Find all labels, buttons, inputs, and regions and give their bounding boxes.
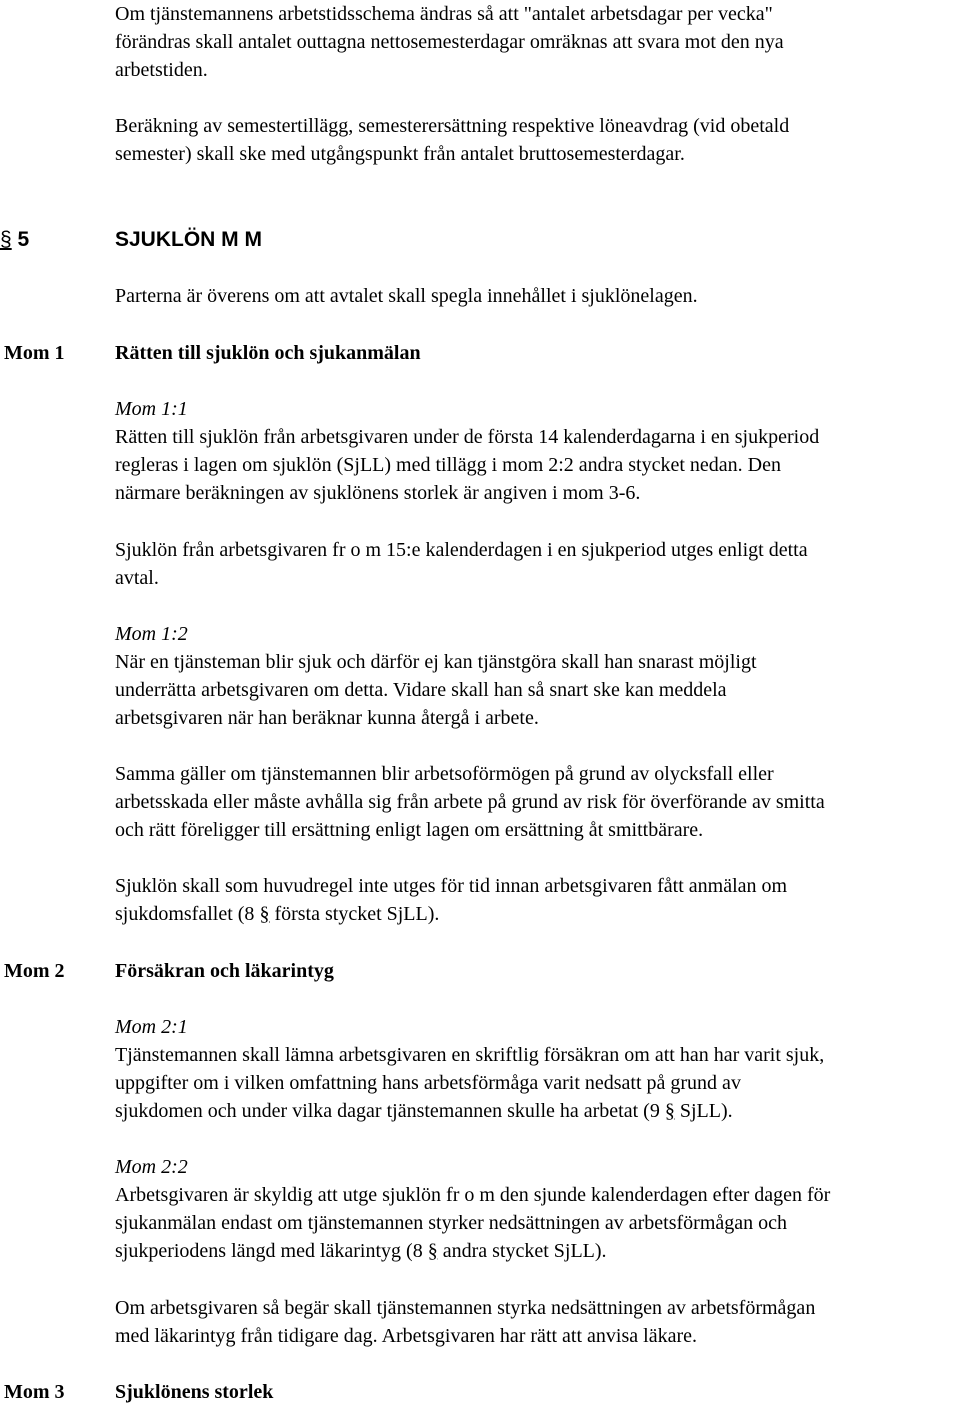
mom1-2-p3-line2 (115, 900, 439, 928)
mom2-2-p2-line1: Om arbetsgivaren så begär skall tjänstemannen styrka nedsättningen av arbetsförmågan (115, 1297, 816, 1319)
mom2-1-line2: uppgifter om i vilken omfattning hans arbetsförmåga varit nedsatt på grund av (115, 1072, 741, 1094)
mom2-2-line2: sjukanmälan endast om tjänstemannen styrker nedsättningen av arbetsförmågan och (115, 1212, 788, 1234)
mom2-2-title: Mom 2:2 (115, 1156, 188, 1178)
mom1-2-p2-line2: arbetsskada eller måste avhålla sig från arbete på grund av risk för överförande av smitta (115, 791, 825, 813)
mom2-2-line3-post: andra stycket SjLL). (437, 1240, 607, 1262)
mom1-title: Rätten till sjuklön och sjukanmälan (115, 342, 421, 364)
mom1-1-p1-line1: Rätten till sjuklön från arbetsgivaren under de första 14 kalenderdagarna i en sjukperiod (115, 426, 820, 448)
section-number (0, 226, 29, 254)
paragraph-sign: § (427, 1240, 438, 1262)
mom1-2-p1-line2: underrätta arbetsgivaren om detta. Vidare skall han så snart ske kan meddela (115, 679, 727, 701)
intro-p1-line3: arbetstiden. (115, 59, 208, 81)
mom2-2-line3-pre: sjukperiodens längd med läkarintyg (8 (115, 1240, 428, 1262)
mom1-2-p3-post: första stycket SjLL). (269, 903, 440, 925)
intro-p2-line1: Beräkning av semestertillägg, semesterersättning respektive löneavdrag (vid obetald (115, 115, 790, 137)
mom1-2-p1-line1: När en tjänsteman blir sjuk och därför ej kan tjänstgöra skall han snarast möjligt (115, 651, 757, 673)
mom1-2-p2-line1: Samma gäller om tjänstemannen blir arbetsoförmögen på grund av olycksfall eller (115, 763, 774, 785)
mom1-2-p2-line3: och rätt föreligger till ersättning enligt lagen om ersättning åt smittbärare. (115, 819, 704, 841)
mom1-2-p3-pre: sjukdomsfallet (8 (115, 903, 260, 925)
mom3-label: Mom 3 (4, 1381, 65, 1403)
mom2-label: Mom 2 (4, 960, 65, 982)
mom2-2-line3 (115, 1237, 607, 1265)
mom1-2-p1-line3: arbetsgivaren när han beräknar kunna återgå i arbete. (115, 707, 539, 729)
mom1-1-p2-line1: Sjuklön från arbetsgivaren fr o m 15:e kalenderdagen i en sjukperiod utges enligt detta (115, 539, 808, 561)
intro-p1-line1: Om tjänstemannens arbetstidsschema ändras så att "antalet arbetsdagar per vecka" (115, 3, 773, 25)
mom1-1-p1-line2: regleras i lagen om sjuklön (SjLL) med tillägg i mom 2:2 andra stycket nedan. Den (115, 454, 781, 476)
mom2-1-line3-pre: sjukdomen och under vilka dagar tjänstemannen skulle ha arbetat (9 (115, 1100, 665, 1122)
section-number-value: 5 (17, 228, 30, 251)
mom2-1-line3-post: SjLL). (674, 1100, 733, 1122)
mom1-label: Mom 1 (4, 342, 65, 364)
mom1-2-title: Mom 1:2 (115, 623, 188, 645)
mom2-title: Försäkran och läkarintyg (115, 960, 334, 982)
mom2-1-title: Mom 2:1 (115, 1016, 188, 1038)
section-title: SJUKLÖN M M (115, 228, 262, 251)
mom1-2-p3-line1: Sjuklön skall som huvudregel inte utges för tid innan arbetsgivaren fått anmälan om (115, 875, 788, 897)
mom2-2-line1: Arbetsgivaren är skyldig att utge sjuklön fr o m den sjunde kalenderdagen efter dagen för (115, 1184, 831, 1206)
paragraph-sign: § (664, 1100, 675, 1122)
mom3-title: Sjuklönens storlek (115, 1381, 274, 1403)
intro-p2-line2: semester) skall ske med utgångspunkt från antalet bruttosemesterdagar. (115, 143, 685, 165)
paragraph-sign: § (259, 903, 270, 925)
mom1-1-title: Mom 1:1 (115, 398, 188, 420)
mom2-1-line1: Tjänstemannen skall lämna arbetsgivaren en skriftlig försäkran om att han har varit sjuk, (115, 1044, 825, 1066)
section-intro: Parterna är överens om att avtalet skall spegla innehållet i sjuklönelagen. (115, 285, 698, 307)
section-sign: § (0, 228, 12, 251)
intro-p1-line2: förändras skall antalet outtagna nettosemesterdagar omräknas att svara mot den nya (115, 31, 784, 53)
mom2-2-p2-line2: med läkarintyg från tidigare dag. Arbetsgivaren har rätt att anvisa läkare. (115, 1325, 697, 1347)
mom1-1-p2-line2: avtal. (115, 567, 159, 589)
mom2-1-line3 (115, 1097, 733, 1125)
mom1-1-p1-line3: närmare beräkningen av sjuklönens storlek är angiven i mom 3-6. (115, 482, 641, 504)
